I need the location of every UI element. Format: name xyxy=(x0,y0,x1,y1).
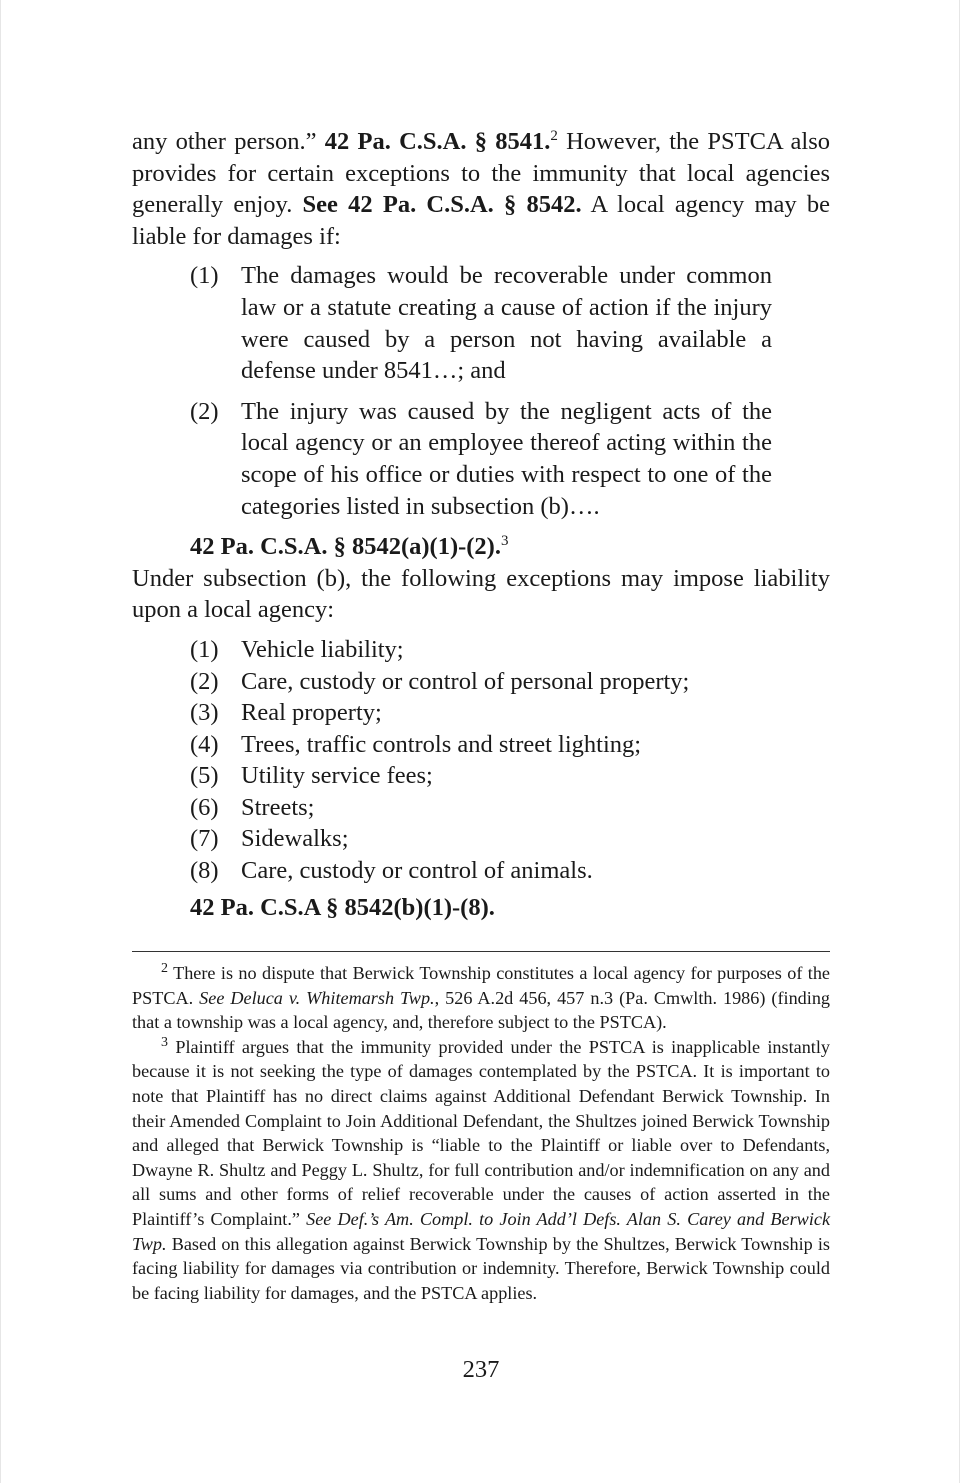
list-item-number: (8) xyxy=(190,857,219,885)
list-item-number: (2) xyxy=(190,667,219,695)
list-item xyxy=(190,823,830,855)
list-item-number: (5) xyxy=(190,762,219,790)
list-item xyxy=(190,634,830,666)
list-item-text: Vehicle liability; xyxy=(241,635,404,663)
quote-item-text: The injury was caused by the negligent acts of the local agency or an employee thereof acting within the scope of his office or duties with respect to one of the categories listed in subsection (b)…. xyxy=(241,397,772,520)
quote-citation xyxy=(190,531,830,563)
list-item xyxy=(190,666,830,698)
statute-quote xyxy=(190,260,772,522)
quote-citation-text: 42 Pa. C.S.A. § 8542(a)(1)-(2). xyxy=(190,533,501,561)
list-item-number: (7) xyxy=(190,825,219,853)
footnote-mark: 3 xyxy=(161,1034,168,1050)
footnote-ref-2: 2 xyxy=(550,127,558,144)
quote-item-number: (2) xyxy=(190,397,219,425)
intro-sentence-1: any other person.” xyxy=(132,128,317,155)
footnote-3 xyxy=(132,1035,830,1306)
list-item-text: Care, custody or control of animals. xyxy=(241,857,593,885)
page-number: 237 xyxy=(462,1356,500,1383)
footnote-text: , 526 A.2d 456, 457 n.3 (Pa. Cmwlth. 1986) (finding that a township was a local agency, and, therefore subject to the PSTCA). xyxy=(132,987,831,1033)
exceptions-list xyxy=(190,634,830,887)
list-item-text: Streets; xyxy=(241,793,315,821)
list-item xyxy=(190,760,830,792)
intro-sentence-2: However, the PSTCA also provides for certain exceptions to the immunity that local agencies generally enjoy. xyxy=(132,128,831,219)
list-item-text: Utility service fees; xyxy=(241,762,433,790)
list-item-text: Real property; xyxy=(241,699,382,727)
list-item xyxy=(190,792,830,824)
footnotes xyxy=(132,961,830,1305)
quote-item-text: The damages would be recoverable under common law or a statute creating a cause of action if the injury were caused by a person not having available a defense under 8541…; and xyxy=(241,262,772,385)
footnote-text: Plaintiff argues that the immunity provided under the PSTCA is inapplicable instantly because it is not seeking the type of damages contemplated by the PSTCA. It is important to note that Plaintiff has no direct claims against Additional Defendant Berwick Township. In their Amended Complaint to Join Additional Defendant, the Shultzes joined Berwick Township and alleged that Berwick Township is “liable to the Plaintiff or liable over to Defendants, Dwayne R. Shultz and Peggy L. Shultz, for full contribution and/or indemnification on any and all sums and other forms of relief recoverable under the causes of action asserted in the Plaintiff’s Complaint.” xyxy=(132,1036,830,1229)
quote-item xyxy=(190,396,772,522)
footnote-divider xyxy=(132,951,830,952)
footnote-text: Based on this allegation against Berwick Township by the Shultzes, Berwick Township is facing liability for damages via contribution or indemnity. Therefore, Berwick Township could be facing liability for damages, and the PSTCA applies. xyxy=(132,1233,831,1303)
case-citation: See Deluca v. Whitemarsh Twp. xyxy=(199,987,435,1008)
list-item xyxy=(190,729,830,761)
list-item xyxy=(190,855,830,887)
list-item-number: (3) xyxy=(190,699,219,727)
pleading-citation: See Def.’s Am. Compl. to Join Add’l Defs. Alan S. Carey and Berwick Twp. xyxy=(132,1208,831,1254)
footnote-ref-3: 3 xyxy=(500,532,509,549)
list-item-number: (6) xyxy=(190,793,219,821)
footnote-text: There is no dispute that Berwick Township constitutes a local agency for purposes of the PSTCA. xyxy=(132,963,830,1008)
list-item xyxy=(190,697,830,729)
list-item-text: Sidewalks; xyxy=(241,825,349,853)
list-item-text: Trees, traffic controls and street lighting; xyxy=(241,730,642,758)
subsection-intro: Under subsection (b), the following exceptions may impose liability upon a local agency: xyxy=(132,564,830,624)
citation-8542: See 42 Pa. C.S.A. § 8542. xyxy=(302,191,582,219)
list-item-text: Care, custody or control of personal property; xyxy=(241,667,690,695)
quote-item-number: (1) xyxy=(190,262,219,290)
intro-sentence-3: A local agency may be liable for damages if: xyxy=(132,191,830,250)
intro-paragraph xyxy=(132,126,830,252)
list-item-number: (1) xyxy=(190,635,219,663)
quote-item xyxy=(190,260,772,386)
citation-8541: 42 Pa. C.S.A. § 8541. xyxy=(324,128,551,155)
footnote-2 xyxy=(132,961,830,1035)
list-item-number: (4) xyxy=(190,730,219,758)
main-text xyxy=(132,126,830,923)
exceptions-citation: 42 Pa. C.S.A § 8542(b)(1)-(8). xyxy=(190,893,495,921)
footnote-mark: 2 xyxy=(161,960,168,976)
